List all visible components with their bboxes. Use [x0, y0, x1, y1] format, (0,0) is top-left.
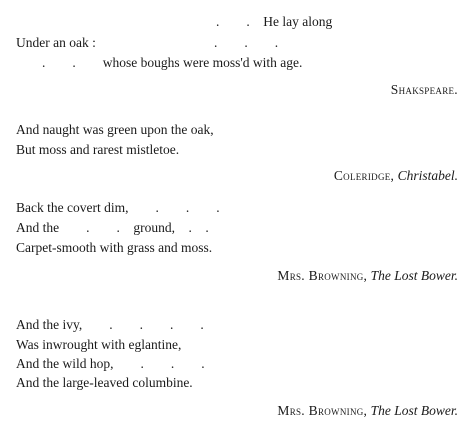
poem-line: And the large-leaved columbine. — [16, 375, 193, 390]
attribution-author: Coleridge, — [333, 168, 395, 183]
attribution — [391, 82, 458, 98]
poem-line: Back the covert dim, . . . — [16, 200, 220, 215]
attribution — [277, 403, 458, 419]
attribution-work: The Lost Bower. — [370, 268, 458, 283]
poem-line: And the ivy, . . . . — [16, 317, 204, 332]
poem-line: . . whose boughs were moss'd with age. — [42, 55, 303, 70]
attribution — [277, 268, 458, 284]
attribution-author: Mrs. Browning, — [277, 268, 368, 283]
attribution-work: Christabel. — [397, 168, 458, 183]
attribution-author: Mrs. Browning, — [277, 403, 368, 418]
attribution-author: Shakspeare. — [390, 82, 458, 97]
poem-line: Was inwrought with eglantine, — [16, 337, 182, 352]
poem-line: Under an oak : — [16, 35, 96, 50]
poem-line: And naught was green upon the oak, — [16, 122, 214, 137]
attribution — [334, 168, 458, 184]
poem-line: And the wild hop, . . . — [16, 356, 205, 371]
poem-line: . . . — [214, 35, 279, 50]
poem-line: . . He lay along — [216, 14, 333, 29]
poem-line: And the . . ground, . . — [16, 220, 209, 235]
poem-line: But moss and rarest mistletoe. — [16, 142, 180, 157]
attribution-work: The Lost Bower. — [370, 403, 458, 418]
poem-line: Carpet-smooth with grass and moss. — [16, 240, 213, 255]
